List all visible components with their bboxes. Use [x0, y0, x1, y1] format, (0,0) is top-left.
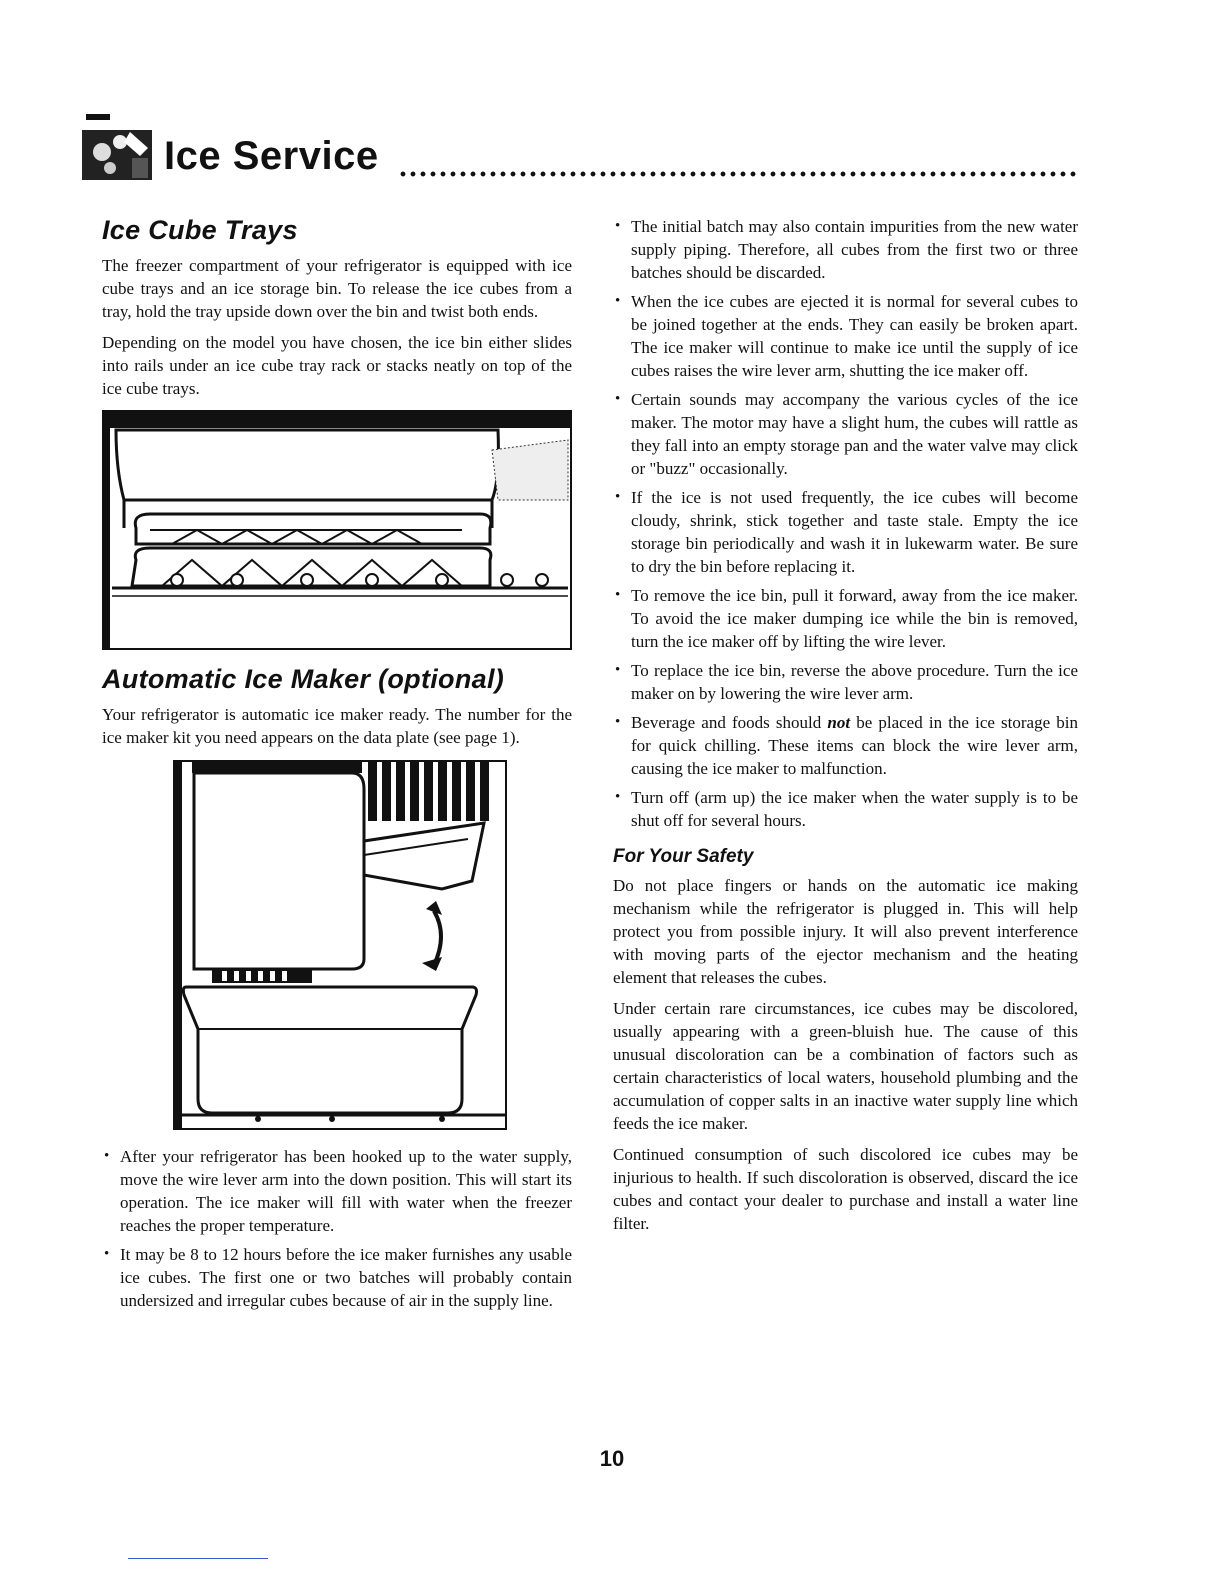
ice-cube-tray-illustration — [102, 410, 572, 650]
list-item: • The initial batch may also contain impurities from the new water supply piping. Therefore, all cubes from the first two or three batches should be discarded. — [613, 215, 1078, 284]
emphasis-text: not — [827, 713, 851, 732]
paragraph: Continued consumption of such discolored ice cubes may be injurious to health. If such discoloration is observed, discard the ice cubes and contact your dealer to purchase and install a water line filter. — [613, 1145, 1078, 1233]
list-item — [613, 711, 1078, 780]
left-column — [102, 215, 572, 1318]
list-item-text: Beverage and foods should — [631, 713, 828, 732]
title-dot-leader — [398, 170, 1078, 178]
list-item-text: be placed in the ice storage bin for quick chilling. These items can block the wire lever arm, causing the ice maker to malfunction. — [631, 713, 1079, 778]
bottom-rule — [128, 1558, 268, 1559]
list-item: • After your refrigerator has been hooked up to the water supply, move the wire lever arm into the down position. This will start its operation. The ice maker will fill with water when the freezer reaches the proper temperature. — [102, 1145, 572, 1237]
page-header — [80, 112, 1080, 182]
list-item: • If the ice is not used frequently, the ice cubes will become cloudy, shrink, stick together and taste stale. Empty the ice storage bin periodically and wash it in lukewarm water. Be sure to dry the bin before replacing it. — [613, 486, 1078, 578]
paragraph: Your refrigerator is automatic ice maker ready. The number for the ice maker kit you need appears on the data plate (see page 1). — [102, 705, 572, 747]
ice-maker-illustration — [172, 759, 508, 1131]
list-item: • When the ice cubes are ejected it is normal for several cubes to be joined together at the ends. They can easily be broken apart. The ice maker will continue to make ice until the supply of ice cubes raises the wire lever arm, shutting the ice maker off. — [613, 290, 1078, 382]
paragraph: Depending on the model you have chosen, the ice bin either slides into rails under an ice cube tray rack or stacks neatly on top of the ice cube trays. — [102, 333, 572, 398]
right-column — [613, 215, 1078, 1243]
list-item: • To replace the ice bin, reverse the above procedure. Turn the ice maker on by lowering the wire lever arm. — [613, 659, 1078, 705]
ice-maker-bullets-left — [102, 1145, 572, 1312]
ice-cube-trays-heading: Ice Cube Trays — [102, 215, 298, 245]
ice-service-icon — [80, 112, 154, 182]
safety-heading: For Your Safety — [613, 846, 754, 867]
ice-maker-bullets-right — [613, 215, 1078, 832]
list-item: • Turn off (arm up) the ice maker when the water supply is to be shut off for several hours. — [613, 786, 1078, 832]
list-item: • Certain sounds may accompany the various cycles of the ice maker. The motor may have a slight hum, the cubes will rattle as they fall into an empty storage pan and the water valve may click or "buzz" occasionally. — [613, 388, 1078, 480]
paragraph: Under certain rare circumstances, ice cubes may be discolored, usually appearing with a green-bluish hue. The cause of this unusual discoloration can be a combination of factors such as certain characteristics of local waters, household plumbing and the accumulation of copper salts in an inactive water supply line which feeds the ice maker. — [613, 999, 1078, 1133]
list-item: • It may be 8 to 12 hours before the ice maker furnishes any usable ice cubes. The first one or two batches will probably contain undersized and irregular cubes because of air in the supply line. — [102, 1243, 572, 1312]
paragraph: Do not place fingers or hands on the automatic ice making mechanism while the refrigerator is plugged in. This will help protect you from possible injury. It will also prevent interference with moving parts of the ejector mechanism and the heating element that releases the cubes. — [613, 876, 1078, 987]
list-item: • To remove the ice bin, pull it forward, away from the ice maker. To avoid the ice maker dumping ice while the bin is removed, turn the ice maker off by lifting the wire lever. — [613, 584, 1078, 653]
page-number: 10 — [599, 1446, 625, 1471]
page-title: Ice Service — [164, 134, 379, 178]
paragraph: The freezer compartment of your refrigerator is equipped with ice cube trays and an ice storage bin. To release the ice cubes from a tray, hold the tray upside down over the bin and twist both ends. — [102, 256, 572, 321]
automatic-ice-maker-heading: Automatic Ice Maker (optional) — [102, 664, 505, 694]
